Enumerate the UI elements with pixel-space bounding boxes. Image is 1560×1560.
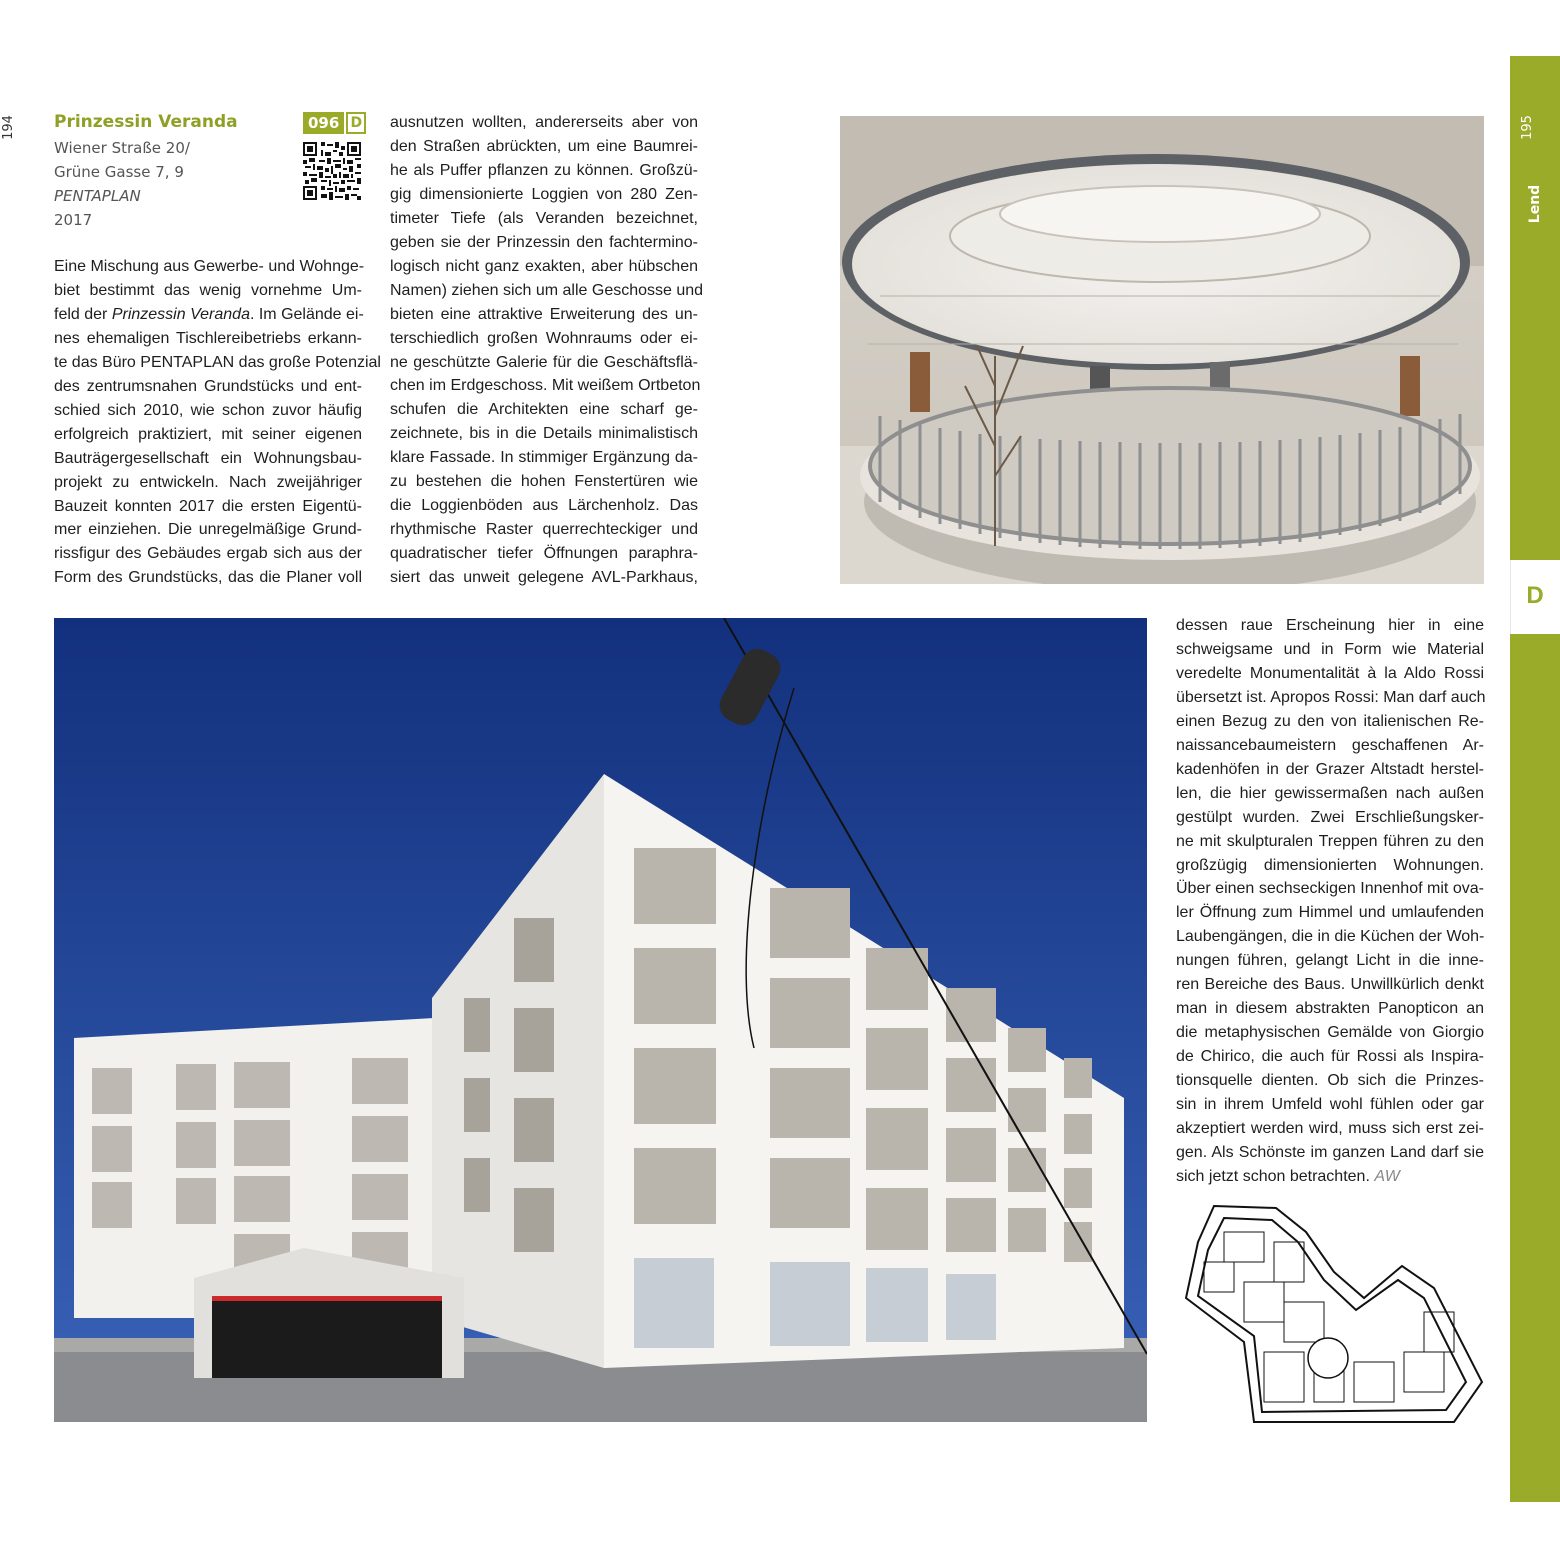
text-fragment: feld der bbox=[54, 305, 112, 323]
text-line: gig dimensionierte Loggien von 280 Zen- bbox=[390, 185, 698, 203]
text-line: nes ehemaligen Tischlereibetriebs erkann- bbox=[54, 329, 362, 347]
text-line: len, die hier gewissermaßen nach außen bbox=[1176, 784, 1484, 802]
text-line: erfolgreich praktiziert, mit seiner eigenen bbox=[54, 425, 362, 443]
text-line: Form des Grundstücks, das die Planer voll bbox=[54, 569, 362, 587]
text-line: biet bestimmt das wenig vornehme Um- bbox=[54, 281, 362, 299]
text-line: mer einziehen. Die unregelmäßige Grund- bbox=[54, 521, 362, 539]
tab-top-block bbox=[1510, 56, 1560, 560]
author-signature: AW bbox=[1374, 1167, 1400, 1185]
text-line: akzeptiert werden wird, muss sich erst zei- bbox=[1176, 1120, 1484, 1138]
text-line: sin in ihrem Umfeld wohl fühlen oder gar bbox=[1176, 1096, 1484, 1114]
text-line bbox=[1176, 1165, 1484, 1189]
text-column-3 bbox=[1176, 614, 1484, 1189]
text-line: gestülpt wurden. Zwei Erschließungsker- bbox=[1176, 808, 1484, 826]
text-line: rissfigur des Gebäudes ergab sich aus der bbox=[54, 545, 362, 563]
year: 2017 bbox=[54, 211, 93, 229]
text-column-2 bbox=[390, 111, 704, 590]
text-line: zeichnete, bis in die Details minimalistisch bbox=[390, 425, 698, 443]
text-line: die metaphysischen Gemälde von Giorgio bbox=[1176, 1024, 1484, 1042]
text-line: he als Puffer pflanzen zu können. Großzü- bbox=[390, 161, 698, 179]
text-line: dessen raue Erscheinung hier in eine bbox=[1176, 617, 1484, 634]
text-line: timeter Tiefe (als Veranden bezeichnet, bbox=[390, 209, 698, 227]
page-number-right: 195 bbox=[1519, 115, 1535, 140]
text-line: siert das unweit gelegene AVL-Parkhaus, bbox=[390, 569, 698, 587]
page-number-left: 194 bbox=[0, 115, 16, 140]
text-line: nungen führen, gelangt Licht in die inne- bbox=[1176, 952, 1484, 970]
text-line: schufen die Architekten eine scharf ge- bbox=[390, 401, 698, 419]
text-line: Bauzeit konnten 2017 die ersten Eigentü- bbox=[54, 497, 362, 515]
address-line-1: Wiener Straße 20/ bbox=[54, 139, 190, 157]
text-line: Eine Mischung aus Gewerbe- und Wohnge- bbox=[54, 258, 365, 275]
text-line: naissancebaumeistern geschaffenen Ar- bbox=[1176, 736, 1484, 754]
text-line: tionsquelle dienten. Ob sich die Prinzes- bbox=[1176, 1072, 1484, 1090]
address-line-2: Grüne Gasse 7, 9 bbox=[54, 163, 184, 181]
text-line: klare Fassade. In stimmiger Ergänzung da- bbox=[390, 449, 698, 467]
text-line: des zentrumsnahen Grundstücks und ent- bbox=[54, 377, 362, 395]
text-line: schweigsame und in Form wie Material bbox=[1176, 640, 1484, 658]
text-line: großzügig dimensionierten Wohnungen. bbox=[1176, 856, 1484, 874]
text-line: ler Öffnung zum Himmel und umlaufenden bbox=[1176, 904, 1484, 922]
text-fragment: sich jetzt schon betrachten. bbox=[1176, 1167, 1375, 1185]
entry-number: 096 bbox=[303, 112, 344, 134]
text-line: terschiedlich großen Wohnraums oder ei- bbox=[390, 329, 698, 347]
text-line: schied sich 2010, wie schon zuvor häufig bbox=[54, 401, 362, 419]
text-line: projekt zu entwickeln. Nach zweijähriger bbox=[54, 473, 362, 491]
text-line: Laubengängen, die in die Küchen der Woh- bbox=[1176, 928, 1485, 946]
text-line: übersetzt ist. Apropos Rossi: Man darf auch bbox=[1176, 688, 1486, 706]
text-line: ren Bereiche des Baus. Unwillkürlich denkt bbox=[1176, 976, 1484, 994]
text-line: gen. Als Schönste im ganzen Land darf sie bbox=[1176, 1143, 1484, 1161]
text-line: logisch nicht ganz exakten, aber hübschen bbox=[390, 257, 698, 275]
text-line: ne geschützte Galerie für die Geschäftsflä- bbox=[390, 353, 698, 371]
facade-photo bbox=[54, 618, 1147, 1422]
text-line: Bauträgergesellschaft ein Wohnungsbau- bbox=[54, 449, 362, 467]
text-line: rhythmische Raster querrechteckiger und bbox=[390, 521, 698, 539]
entry-letter: D bbox=[346, 112, 366, 134]
floor-plan-drawing bbox=[1184, 1202, 1484, 1426]
emphasis: Prinzessin Veranda bbox=[111, 305, 250, 323]
text-line: man in diesem abstrakten Panopticon an bbox=[1176, 1000, 1484, 1018]
text-line: ne mit skulpturalen Treppen führen zu den bbox=[1176, 832, 1484, 850]
text-line: den Straßen abrückten, um eine Baumrei- bbox=[390, 137, 698, 155]
entry-title: Prinzessin Veranda bbox=[54, 112, 238, 132]
architect: PENTAPLAN bbox=[54, 187, 141, 205]
section-letter: D bbox=[1526, 582, 1544, 609]
text-line: veredelte Monumentalität à la Aldo Rossi bbox=[1176, 664, 1484, 682]
text-line: de Chirico, die auch für Rossi als Inspira- bbox=[1176, 1048, 1484, 1066]
entry-badge bbox=[303, 112, 366, 134]
text-line: kadenhöfen in der Grazer Altstadt herstel- bbox=[1176, 760, 1484, 778]
qr-code-icon[interactable] bbox=[303, 142, 361, 200]
section-tab bbox=[1510, 56, 1560, 1502]
text-line: te das Büro PENTAPLAN das große Potenzial bbox=[54, 353, 381, 371]
text-line: bieten eine attraktive Erweiterung des un- bbox=[390, 305, 698, 323]
text-line: einen Bezug zu den von italienischen Re- bbox=[1176, 712, 1484, 730]
text-line: quadratischer tiefer Öffnungen paraphra- bbox=[390, 545, 698, 563]
text-column-1 bbox=[54, 255, 381, 590]
text-line: die Loggienböden aus Lärchenholz. Das bbox=[390, 497, 698, 515]
text-line: ausnutzen wollten, andererseits aber von bbox=[390, 114, 698, 131]
tab-bottom-block bbox=[1510, 634, 1560, 1502]
courtyard-photo bbox=[840, 116, 1484, 584]
text-line: Über einen sechseckigen Innenhof mit ova- bbox=[1176, 880, 1484, 898]
text-line: chen im Erdgeschoss. Mit weißem Ortbeton bbox=[390, 377, 701, 395]
text-line: Namen) ziehen sich um alle Geschosse und bbox=[390, 281, 704, 299]
text-line: geben sie der Prinzessin den fachtermino- bbox=[390, 233, 698, 251]
text-line: zu bestehen die hohen Fenstertüren wie bbox=[390, 473, 698, 491]
district-label: Lend bbox=[1527, 184, 1543, 224]
text-fragment: . Im Gelände ei- bbox=[249, 305, 364, 323]
text-line bbox=[54, 303, 362, 327]
